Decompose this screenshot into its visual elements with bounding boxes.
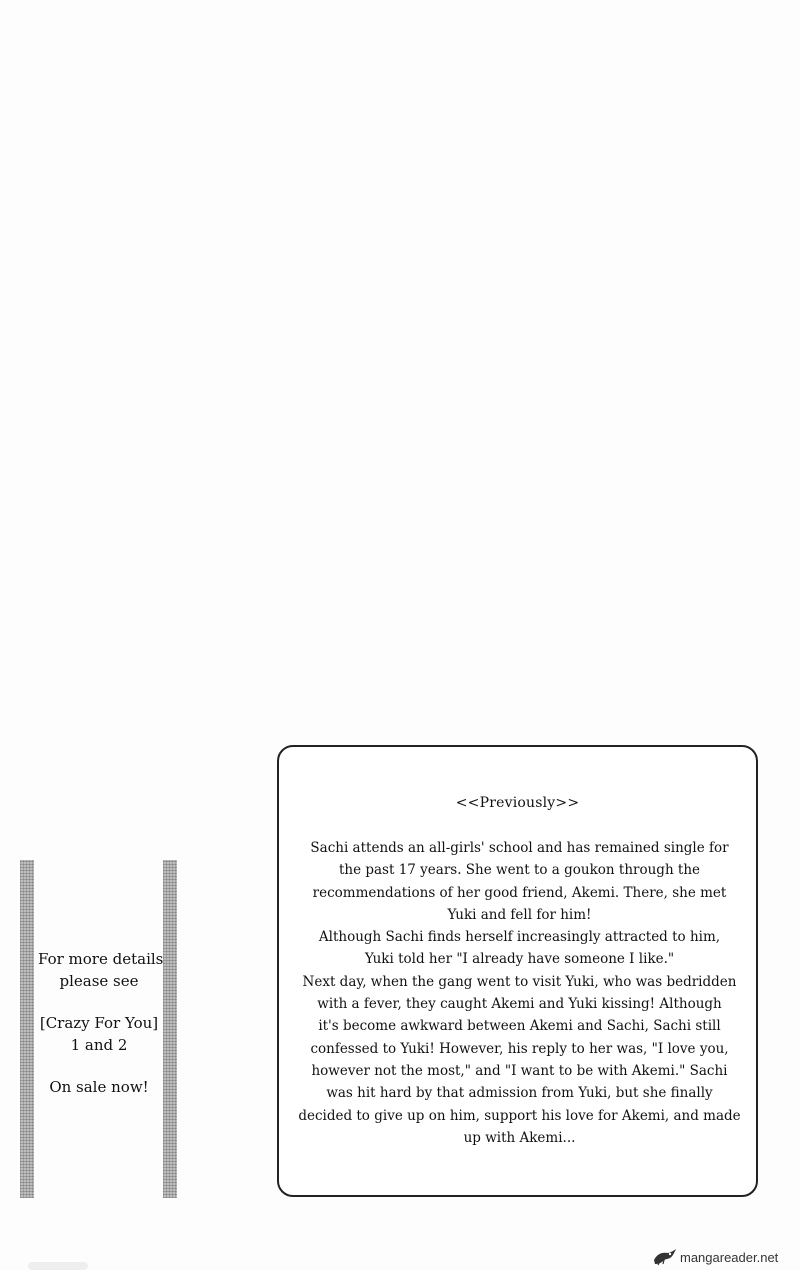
promo-line: please see bbox=[59, 972, 139, 990]
summary-line: decided to give up on him, support his love for Akemi, and made bbox=[298, 1107, 741, 1124]
previously-summary-box bbox=[277, 745, 758, 1197]
dragon-logo-icon bbox=[652, 1248, 678, 1266]
promo-text-block bbox=[38, 948, 164, 1098]
promo-line: For more details bbox=[38, 950, 164, 968]
promo-line: [Crazy For You] bbox=[39, 1014, 159, 1032]
summary-line: confessed to Yuki! However, his reply to her was, "I love you, bbox=[310, 1040, 729, 1057]
previously-body bbox=[297, 837, 742, 1149]
summary-line: up with Akemi... bbox=[463, 1129, 576, 1146]
summary-line: Yuki told her "I already have someone I like." bbox=[364, 951, 675, 968]
watermark[interactable] bbox=[652, 1246, 800, 1268]
promo-line: On sale now! bbox=[49, 1078, 149, 1096]
summary-line: it's become awkward between Akemi and Sachi, Sachi still bbox=[318, 1018, 721, 1035]
promo-left-halftone-bar bbox=[20, 860, 34, 1198]
promo-line: 1 and 2 bbox=[70, 1036, 128, 1054]
summary-line: Sachi attends an all-girls' school and has remained single for bbox=[310, 840, 729, 856]
summary-line: Although Sachi finds herself increasingly attracted to him, bbox=[318, 929, 721, 946]
previously-title: <<Previously>> bbox=[455, 795, 580, 811]
summary-line: however not the most," and "I want to be with Akemi." Sachi bbox=[311, 1062, 728, 1079]
summary-line: the past 17 years. She went to a goukon through the bbox=[338, 862, 701, 879]
summary-line: with a fever, they caught Akemi and Yuki kissing! Although bbox=[317, 996, 722, 1013]
scan-smudge bbox=[28, 1262, 88, 1270]
watermark-text: mangareader.net bbox=[680, 1249, 779, 1265]
summary-line: recommendations of her good friend, Akemi. There, she met bbox=[312, 884, 727, 901]
summary-line: Next day, when the gang went to visit Yuki, who was bedridden bbox=[302, 973, 737, 990]
summary-line: was hit hard by that admission from Yuki, but she finally bbox=[326, 1085, 713, 1102]
promo-right-halftone-bar bbox=[163, 860, 177, 1198]
summary-line: Yuki and fell for him! bbox=[447, 906, 592, 923]
